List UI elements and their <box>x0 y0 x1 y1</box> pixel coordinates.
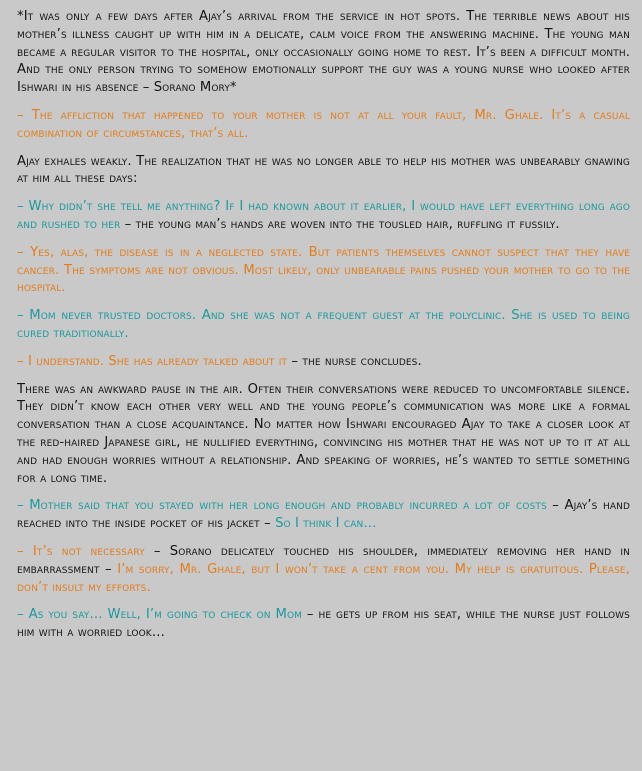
narration-text: There was an awkward pause in the air. Often their conversations were reduced to uncomfortable silence. They didn’t know each other very well and the young people’s communication was more like a formal conversation than a close acquaintance. No matter how Ishwari encouraged Ajay to take a closer look at the red-haired Japanese girl, he nullified everything, convincing his mother that he was not up to it at all and had enough worries without a relationship. And speaking of worries, he’s wanted to settle something for a long time. <box>17 381 630 486</box>
nurse-dialogue: – It’s not necessary <box>17 543 145 559</box>
narration-text: *It was only a few days after Ajay’s arrival from the service in hot spots. The terrible news about his mother’s illness caught up with him in a delicate, calm voice from the answering machine. The young man became a regular visitor to the hospital, only occasionally going home to rest. It’s been a difficult month. And the only person trying to somehow emotionally support the guy was a young nurse who looked after Ishwari in his absence – Sorano Mory* <box>17 9 630 96</box>
ajay-dialogue: – Why didn’t she tell me anything? If I had known about it earlier, I would have left everything long ago and rushed to her <box>17 199 630 232</box>
paragraph-nurse-understand <box>17 353 630 371</box>
ajay-dialogue: – As you say… Well, I’m going to check on Mom <box>17 607 303 623</box>
ajay-dialogue: – Mom never trusted doctors. And she was not a frequent guest at the polyclinic. She is used to being cured traditionally. <box>17 308 630 341</box>
paragraph-sorano-refuses <box>17 543 630 596</box>
ajay-dialogue: – Mother said that you stayed with her long enough and probably incurred a lot of costs <box>17 498 547 514</box>
nurse-dialogue: – The affliction that happened to your mother is not at all your fault, Mr. Ghale. It’s a casual combination of circumstances, that’s all. <box>17 107 630 141</box>
nurse-dialogue: – I understand. She has already talked about it <box>17 353 288 369</box>
paragraph-ajay-leaves <box>17 606 630 642</box>
paragraph-ajay-exhales <box>17 153 630 189</box>
paragraph-intro <box>17 8 630 97</box>
paragraph-nurse-reassurance <box>17 107 630 143</box>
narration-text: – the young man’s hands are woven into the tousled hair, ruffling it fussily. <box>120 216 560 232</box>
paragraph-awkward-pause <box>17 381 630 488</box>
nurse-dialogue: I’m sorry, Mr. Ghale, but I won’t take a cent from you. My help is gratuitous. Please, don’t insult my efforts. <box>17 561 630 595</box>
paragraph-nurse-disease <box>17 244 630 297</box>
nurse-dialogue: – Yes, alas, the disease is in a neglected state. But patients themselves cannot suspect that they have cancer. The symptoms are not obvious. Most likely, only unbearable pains pushed your mother to go to the hospital. <box>17 244 630 296</box>
narration-text: – the nurse concludes. <box>287 353 422 369</box>
narration-text: Ajay exhales weakly. The realization that he was no longer able to help his mother was unbearably gnawing at him all these days: <box>17 153 630 187</box>
narration-text: – Ajay’s hand reached into the inside pocket of his jacket – <box>17 498 630 532</box>
narration-text: – Sorano delicately touched his shoulder, immediately removing her hand in embarrassment – <box>17 543 630 577</box>
ajay-dialogue: So I think I can… <box>275 516 377 532</box>
paragraph-ajay-costs <box>17 497 630 533</box>
narration-text: – he gets up from his seat, while the nurse just follows him with a worried look… <box>17 607 630 641</box>
paragraph-ajay-question <box>17 198 630 234</box>
paragraph-ajay-doctors <box>17 307 630 343</box>
